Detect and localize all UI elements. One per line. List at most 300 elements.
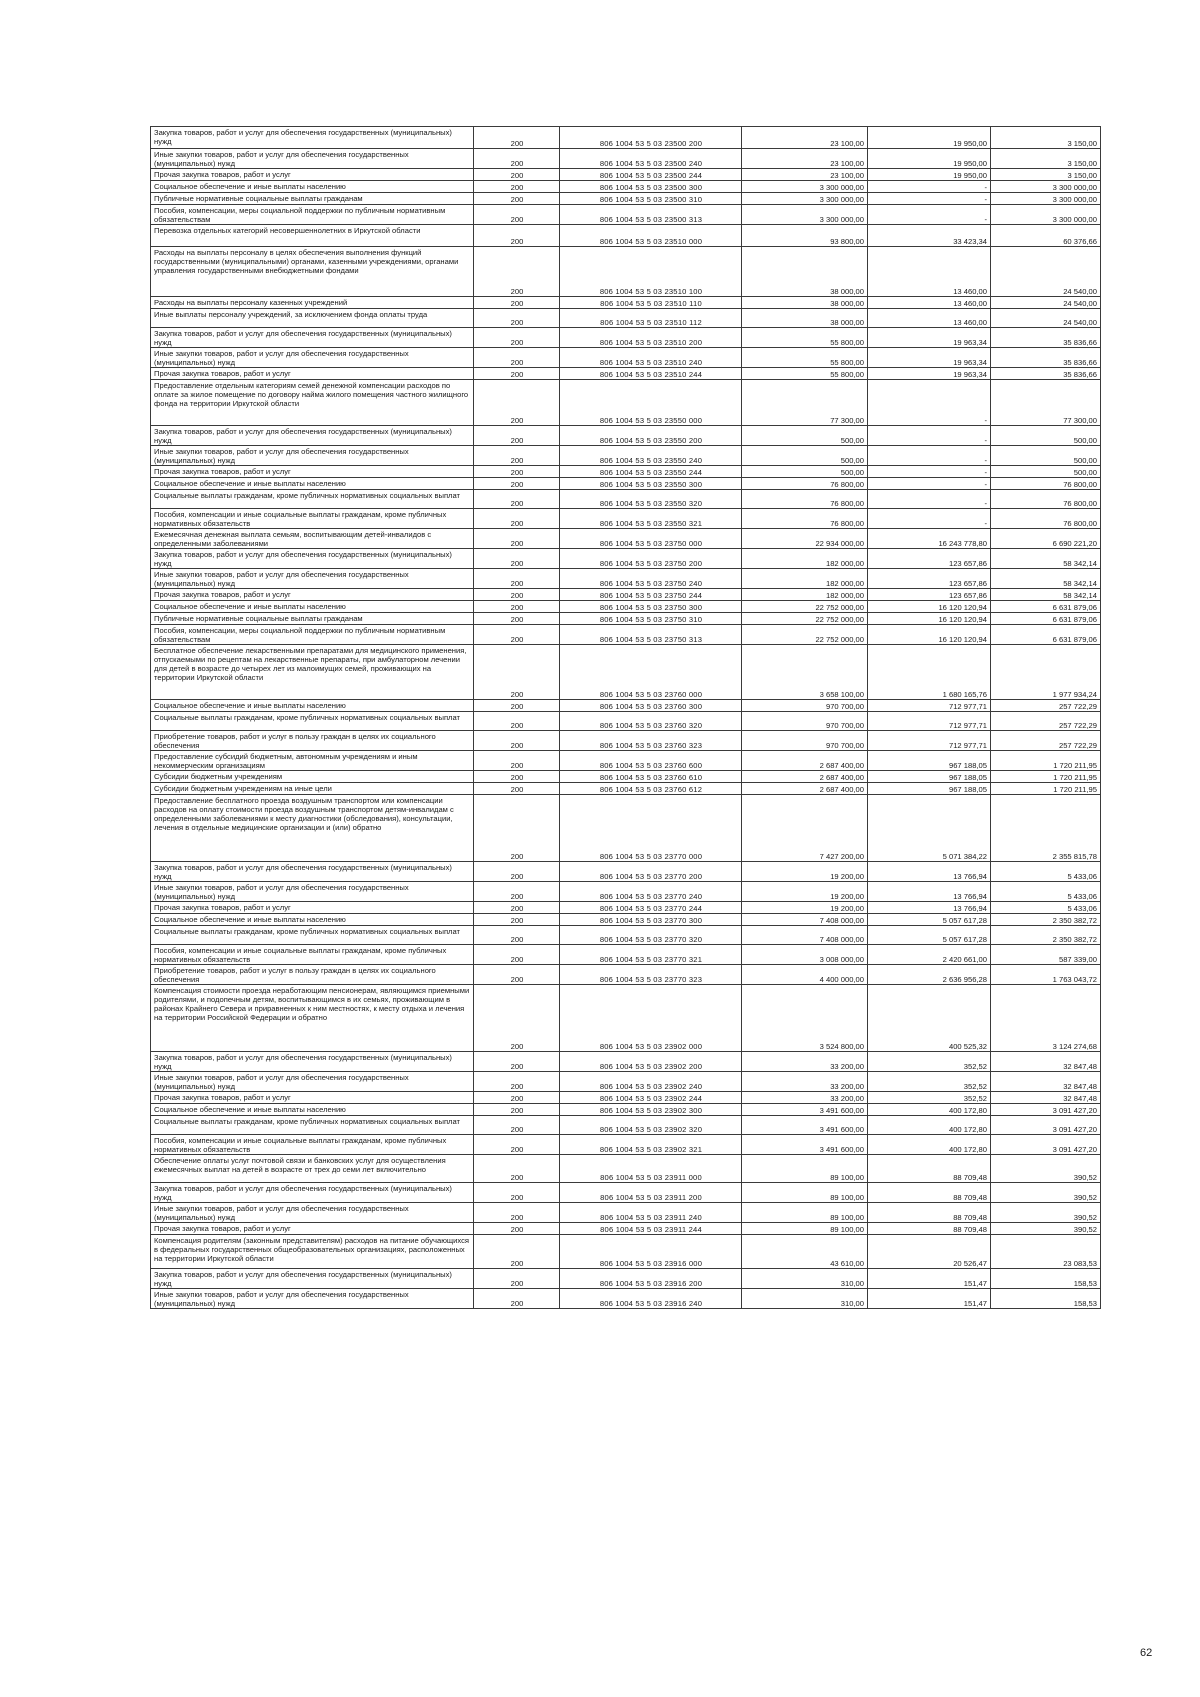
row-approved-cell: 3 491 600,00 bbox=[742, 1116, 868, 1135]
row-code-cell: 200 bbox=[474, 601, 560, 613]
row-executed-cell: 19 963,34 bbox=[868, 328, 991, 348]
table-row bbox=[151, 328, 1101, 348]
row-code-cell: 200 bbox=[474, 478, 560, 490]
row-name-cell: Пособия, компенсации и иные социальные выплаты гражданам, кроме публичных нормативных обязательств bbox=[151, 1135, 474, 1155]
row-unexecuted-cell: 6 690 221,20 bbox=[991, 529, 1101, 549]
row-unexecuted-cell: 3 091 427,20 bbox=[991, 1135, 1101, 1155]
row-unexecuted-cell: 1 720 211,95 bbox=[991, 751, 1101, 771]
row-approved-cell: 89 100,00 bbox=[742, 1183, 868, 1203]
row-kbk-cell: 806 1004 53 5 03 23500 310 bbox=[560, 193, 742, 205]
table-row bbox=[151, 700, 1101, 712]
row-executed-cell: 5 057 617,28 bbox=[868, 914, 991, 926]
row-code-cell: 200 bbox=[474, 509, 560, 529]
table-row bbox=[151, 712, 1101, 731]
row-approved-cell: 970 700,00 bbox=[742, 712, 868, 731]
row-name-cell: Социальное обеспечение и иные выплаты населению bbox=[151, 181, 474, 193]
row-kbk-cell: 806 1004 53 5 03 23750 300 bbox=[560, 601, 742, 613]
budget-execution-table bbox=[150, 126, 1101, 1309]
table-row bbox=[151, 225, 1101, 247]
row-code-cell: 200 bbox=[474, 1235, 560, 1269]
row-unexecuted-cell: 32 847,48 bbox=[991, 1092, 1101, 1104]
row-executed-cell: 13 460,00 bbox=[868, 297, 991, 309]
row-executed-cell: 19 963,34 bbox=[868, 348, 991, 368]
row-code-cell: 200 bbox=[474, 426, 560, 446]
row-executed-cell: 19 950,00 bbox=[868, 149, 991, 169]
row-executed-cell: 712 977,71 bbox=[868, 700, 991, 712]
row-name-cell: Пособия, компенсации, меры социальной поддержки по публичным нормативным обязательствам bbox=[151, 625, 474, 645]
row-approved-cell: 3 008 000,00 bbox=[742, 945, 868, 965]
row-unexecuted-cell: 24 540,00 bbox=[991, 309, 1101, 328]
row-executed-cell: 123 657,86 bbox=[868, 589, 991, 601]
row-unexecuted-cell: 3 091 427,20 bbox=[991, 1104, 1101, 1116]
row-code-cell: 200 bbox=[474, 783, 560, 795]
row-name-cell: Пособия, компенсации и иные социальные выплаты гражданам, кроме публичных нормативных обязательств bbox=[151, 509, 474, 529]
row-unexecuted-cell: 257 722,29 bbox=[991, 712, 1101, 731]
row-kbk-cell: 806 1004 53 5 03 23550 300 bbox=[560, 478, 742, 490]
row-code-cell: 200 bbox=[474, 731, 560, 751]
row-unexecuted-cell: 5 433,06 bbox=[991, 882, 1101, 902]
row-code-cell: 200 bbox=[474, 1203, 560, 1223]
table-row bbox=[151, 1104, 1101, 1116]
row-approved-cell: 55 800,00 bbox=[742, 368, 868, 380]
row-executed-cell: - bbox=[868, 426, 991, 446]
row-unexecuted-cell: 158,53 bbox=[991, 1289, 1101, 1309]
row-code-cell: 200 bbox=[474, 700, 560, 712]
budget-table-container bbox=[150, 126, 1100, 1309]
table-row bbox=[151, 1092, 1101, 1104]
row-code-cell: 200 bbox=[474, 225, 560, 247]
row-name-cell: Компенсация стоимости проезда неработающим пенсионерам, являющимся приемными родителями, и подопечным детям, воспитывающимся в их семьях, проживающим в районах Крайнего Севера и приравненных к ним местностях, к месту отдыха и лечения на территории Российской Федерации и обратно bbox=[151, 985, 474, 1052]
table-row bbox=[151, 529, 1101, 549]
row-kbk-cell: 806 1004 53 5 03 23510 000 bbox=[560, 225, 742, 247]
row-kbk-cell: 806 1004 53 5 03 23750 200 bbox=[560, 549, 742, 569]
row-name-cell: Приобретение товаров, работ и услуг в пользу граждан в целях их социального обеспечения bbox=[151, 731, 474, 751]
row-unexecuted-cell: 6 631 879,06 bbox=[991, 625, 1101, 645]
row-kbk-cell: 806 1004 53 5 03 23911 200 bbox=[560, 1183, 742, 1203]
row-kbk-cell: 806 1004 53 5 03 23760 323 bbox=[560, 731, 742, 751]
row-name-cell: Закупка товаров, работ и услуг для обеспечения государственных (муниципальных) нужд bbox=[151, 127, 474, 149]
row-name-cell: Иные закупки товаров, работ и услуг для обеспечения государственных (муниципальных) нужд bbox=[151, 446, 474, 466]
row-approved-cell: 22 934 000,00 bbox=[742, 529, 868, 549]
row-unexecuted-cell: 390,52 bbox=[991, 1203, 1101, 1223]
row-name-cell: Социальное обеспечение и иные выплаты населению bbox=[151, 478, 474, 490]
row-approved-cell: 970 700,00 bbox=[742, 731, 868, 751]
row-name-cell: Прочая закупка товаров, работ и услуг bbox=[151, 1092, 474, 1104]
row-code-cell: 200 bbox=[474, 446, 560, 466]
table-row bbox=[151, 169, 1101, 181]
row-kbk-cell: 806 1004 53 5 03 23902 320 bbox=[560, 1116, 742, 1135]
row-kbk-cell: 806 1004 53 5 03 23760 610 bbox=[560, 771, 742, 783]
row-approved-cell: 3 300 000,00 bbox=[742, 205, 868, 225]
row-kbk-cell: 806 1004 53 5 03 23550 321 bbox=[560, 509, 742, 529]
row-approved-cell: 19 200,00 bbox=[742, 862, 868, 882]
table-row bbox=[151, 625, 1101, 645]
row-unexecuted-cell: 24 540,00 bbox=[991, 247, 1101, 297]
row-name-cell: Иные закупки товаров, работ и услуг для обеспечения государственных (муниципальных) нужд bbox=[151, 149, 474, 169]
row-executed-cell: 712 977,71 bbox=[868, 712, 991, 731]
row-executed-cell: 13 460,00 bbox=[868, 247, 991, 297]
row-approved-cell: 2 687 400,00 bbox=[742, 771, 868, 783]
row-kbk-cell: 806 1004 53 5 03 23500 313 bbox=[560, 205, 742, 225]
row-executed-cell: - bbox=[868, 205, 991, 225]
row-kbk-cell: 806 1004 53 5 03 23510 244 bbox=[560, 368, 742, 380]
table-row bbox=[151, 1072, 1101, 1092]
row-kbk-cell: 806 1004 53 5 03 23770 300 bbox=[560, 914, 742, 926]
row-approved-cell: 89 100,00 bbox=[742, 1155, 868, 1183]
row-executed-cell: 88 709,48 bbox=[868, 1183, 991, 1203]
row-kbk-cell: 806 1004 53 5 03 23550 000 bbox=[560, 380, 742, 426]
row-unexecuted-cell: 158,53 bbox=[991, 1269, 1101, 1289]
table-row bbox=[151, 127, 1101, 149]
row-executed-cell: - bbox=[868, 193, 991, 205]
row-name-cell: Закупка товаров, работ и услуг для обеспечения государственных (муниципальных) нужд bbox=[151, 862, 474, 882]
row-executed-cell: 400 172,80 bbox=[868, 1104, 991, 1116]
row-name-cell: Закупка товаров, работ и услуг для обеспечения государственных (муниципальных) нужд bbox=[151, 1052, 474, 1072]
table-body bbox=[151, 127, 1101, 1309]
row-approved-cell: 38 000,00 bbox=[742, 247, 868, 297]
row-approved-cell: 2 687 400,00 bbox=[742, 783, 868, 795]
row-unexecuted-cell: 390,52 bbox=[991, 1155, 1101, 1183]
row-name-cell: Закупка товаров, работ и услуг для обеспечения государственных (муниципальных) нужд bbox=[151, 328, 474, 348]
row-code-cell: 200 bbox=[474, 965, 560, 985]
row-approved-cell: 182 000,00 bbox=[742, 589, 868, 601]
row-kbk-cell: 806 1004 53 5 03 23750 000 bbox=[560, 529, 742, 549]
row-kbk-cell: 806 1004 53 5 03 23750 313 bbox=[560, 625, 742, 645]
row-approved-cell: 500,00 bbox=[742, 466, 868, 478]
row-kbk-cell: 806 1004 53 5 03 23770 244 bbox=[560, 902, 742, 914]
row-executed-cell: 19 950,00 bbox=[868, 127, 991, 149]
row-name-cell: Социальные выплаты гражданам, кроме публичных нормативных социальных выплат bbox=[151, 712, 474, 731]
row-unexecuted-cell: 3 150,00 bbox=[991, 169, 1101, 181]
row-unexecuted-cell: 76 800,00 bbox=[991, 509, 1101, 529]
table-row bbox=[151, 1223, 1101, 1235]
row-approved-cell: 3 300 000,00 bbox=[742, 181, 868, 193]
row-code-cell: 200 bbox=[474, 882, 560, 902]
row-code-cell: 200 bbox=[474, 247, 560, 297]
row-approved-cell: 22 752 000,00 bbox=[742, 601, 868, 613]
row-executed-cell: 2 420 661,00 bbox=[868, 945, 991, 965]
row-code-cell: 200 bbox=[474, 297, 560, 309]
row-executed-cell: 352,52 bbox=[868, 1072, 991, 1092]
row-unexecuted-cell: 257 722,29 bbox=[991, 731, 1101, 751]
table-row bbox=[151, 1183, 1101, 1203]
row-unexecuted-cell: 3 150,00 bbox=[991, 149, 1101, 169]
row-name-cell: Прочая закупка товаров, работ и услуг bbox=[151, 466, 474, 478]
table-row bbox=[151, 466, 1101, 478]
row-name-cell: Расходы на выплаты персоналу в целях обеспечения выполнения функций государственными (муниципальными) органами, казенными учреждениями, органами управления государственными внебюджетными фондами bbox=[151, 247, 474, 297]
row-approved-cell: 33 200,00 bbox=[742, 1092, 868, 1104]
row-approved-cell: 7 408 000,00 bbox=[742, 926, 868, 945]
row-approved-cell: 76 800,00 bbox=[742, 509, 868, 529]
row-kbk-cell: 806 1004 53 5 03 23770 240 bbox=[560, 882, 742, 902]
table-row bbox=[151, 181, 1101, 193]
row-unexecuted-cell: 35 836,66 bbox=[991, 328, 1101, 348]
row-unexecuted-cell: 3 300 000,00 bbox=[991, 193, 1101, 205]
row-name-cell: Прочая закупка товаров, работ и услуг bbox=[151, 1223, 474, 1235]
row-unexecuted-cell: 77 300,00 bbox=[991, 380, 1101, 426]
row-code-cell: 200 bbox=[474, 862, 560, 882]
row-code-cell: 200 bbox=[474, 127, 560, 149]
row-kbk-cell: 806 1004 53 5 03 23760 612 bbox=[560, 783, 742, 795]
row-unexecuted-cell: 1 763 043,72 bbox=[991, 965, 1101, 985]
row-approved-cell: 3 524 800,00 bbox=[742, 985, 868, 1052]
table-row bbox=[151, 914, 1101, 926]
row-kbk-cell: 806 1004 53 5 03 23510 200 bbox=[560, 328, 742, 348]
row-executed-cell: 16 243 778,80 bbox=[868, 529, 991, 549]
row-unexecuted-cell: 257 722,29 bbox=[991, 700, 1101, 712]
table-row bbox=[151, 247, 1101, 297]
row-unexecuted-cell: 24 540,00 bbox=[991, 297, 1101, 309]
row-executed-cell: 151,47 bbox=[868, 1269, 991, 1289]
row-name-cell: Публичные нормативные социальные выплаты гражданам bbox=[151, 193, 474, 205]
row-approved-cell: 33 200,00 bbox=[742, 1052, 868, 1072]
row-name-cell: Расходы на выплаты персоналу казенных учреждений bbox=[151, 297, 474, 309]
row-executed-cell: 967 188,05 bbox=[868, 771, 991, 783]
row-kbk-cell: 806 1004 53 5 03 23770 000 bbox=[560, 795, 742, 862]
row-code-cell: 200 bbox=[474, 1289, 560, 1309]
row-name-cell: Прочая закупка товаров, работ и услуг bbox=[151, 169, 474, 181]
row-name-cell: Перевозка отдельных категорий несовершеннолетних в Иркутской области bbox=[151, 225, 474, 247]
row-executed-cell: 712 977,71 bbox=[868, 731, 991, 751]
row-code-cell: 200 bbox=[474, 914, 560, 926]
table-row bbox=[151, 1269, 1101, 1289]
row-approved-cell: 43 610,00 bbox=[742, 1235, 868, 1269]
table-row bbox=[151, 205, 1101, 225]
row-unexecuted-cell: 3 300 000,00 bbox=[991, 205, 1101, 225]
row-executed-cell: - bbox=[868, 466, 991, 478]
page-number: 62 bbox=[1140, 1647, 1153, 1659]
row-unexecuted-cell: 5 433,06 bbox=[991, 902, 1101, 914]
row-executed-cell: 88 709,48 bbox=[868, 1203, 991, 1223]
row-approved-cell: 2 687 400,00 bbox=[742, 751, 868, 771]
table-row bbox=[151, 601, 1101, 613]
row-kbk-cell: 806 1004 53 5 03 23500 300 bbox=[560, 181, 742, 193]
table-row bbox=[151, 1203, 1101, 1223]
table-row bbox=[151, 1135, 1101, 1155]
table-row bbox=[151, 731, 1101, 751]
row-kbk-cell: 806 1004 53 5 03 23500 244 bbox=[560, 169, 742, 181]
row-approved-cell: 500,00 bbox=[742, 446, 868, 466]
row-executed-cell: 5 071 384,22 bbox=[868, 795, 991, 862]
row-approved-cell: 310,00 bbox=[742, 1289, 868, 1309]
row-executed-cell: 400 172,80 bbox=[868, 1135, 991, 1155]
row-executed-cell: - bbox=[868, 478, 991, 490]
row-approved-cell: 310,00 bbox=[742, 1269, 868, 1289]
row-code-cell: 200 bbox=[474, 945, 560, 965]
table-row bbox=[151, 902, 1101, 914]
row-code-cell: 200 bbox=[474, 549, 560, 569]
table-row bbox=[151, 380, 1101, 426]
row-code-cell: 200 bbox=[474, 1116, 560, 1135]
row-code-cell: 200 bbox=[474, 1092, 560, 1104]
table-row bbox=[151, 1235, 1101, 1269]
row-approved-cell: 33 200,00 bbox=[742, 1072, 868, 1092]
row-approved-cell: 4 400 000,00 bbox=[742, 965, 868, 985]
row-name-cell: Закупка товаров, работ и услуг для обеспечения государственных (муниципальных) нужд bbox=[151, 426, 474, 446]
table-row bbox=[151, 193, 1101, 205]
row-executed-cell: 151,47 bbox=[868, 1289, 991, 1309]
row-name-cell: Закупка товаров, работ и услуг для обеспечения государственных (муниципальных) нужд bbox=[151, 549, 474, 569]
row-approved-cell: 7 408 000,00 bbox=[742, 914, 868, 926]
row-name-cell: Закупка товаров, работ и услуг для обеспечения государственных (муниципальных) нужд bbox=[151, 1269, 474, 1289]
row-kbk-cell: 806 1004 53 5 03 23750 240 bbox=[560, 569, 742, 589]
row-approved-cell: 500,00 bbox=[742, 426, 868, 446]
table-row bbox=[151, 368, 1101, 380]
row-executed-cell: 13 766,94 bbox=[868, 902, 991, 914]
table-row bbox=[151, 426, 1101, 446]
row-unexecuted-cell: 58 342,14 bbox=[991, 589, 1101, 601]
table-row bbox=[151, 569, 1101, 589]
row-kbk-cell: 806 1004 53 5 03 23500 240 bbox=[560, 149, 742, 169]
row-name-cell: Пособия, компенсации, меры социальной поддержки по публичным нормативным обязательствам bbox=[151, 205, 474, 225]
row-kbk-cell: 806 1004 53 5 03 23500 200 bbox=[560, 127, 742, 149]
row-executed-cell: 400 525,32 bbox=[868, 985, 991, 1052]
row-code-cell: 200 bbox=[474, 328, 560, 348]
row-approved-cell: 3 300 000,00 bbox=[742, 193, 868, 205]
row-approved-cell: 23 100,00 bbox=[742, 169, 868, 181]
table-row bbox=[151, 882, 1101, 902]
row-code-cell: 200 bbox=[474, 309, 560, 328]
row-name-cell: Компенсация родителям (законным представителям) расходов на питание обучающихся в федеральных государственных общеобразовательных организациях, расположенных на территории Иркутской области bbox=[151, 1235, 474, 1269]
row-kbk-cell: 806 1004 53 5 03 23510 100 bbox=[560, 247, 742, 297]
row-kbk-cell: 806 1004 53 5 03 23902 240 bbox=[560, 1072, 742, 1092]
row-kbk-cell: 806 1004 53 5 03 23510 110 bbox=[560, 297, 742, 309]
row-code-cell: 200 bbox=[474, 1104, 560, 1116]
row-name-cell: Предоставление субсидий бюджетным, автономным учреждениям и иным некоммерческим организациям bbox=[151, 751, 474, 771]
row-executed-cell: 33 423,34 bbox=[868, 225, 991, 247]
row-executed-cell: 967 188,05 bbox=[868, 751, 991, 771]
row-kbk-cell: 806 1004 53 5 03 23750 244 bbox=[560, 589, 742, 601]
row-unexecuted-cell: 32 847,48 bbox=[991, 1052, 1101, 1072]
row-unexecuted-cell: 3 091 427,20 bbox=[991, 1116, 1101, 1135]
row-kbk-cell: 806 1004 53 5 03 23760 320 bbox=[560, 712, 742, 731]
row-code-cell: 200 bbox=[474, 348, 560, 368]
row-code-cell: 200 bbox=[474, 926, 560, 945]
row-approved-cell: 182 000,00 bbox=[742, 549, 868, 569]
row-executed-cell: 5 057 617,28 bbox=[868, 926, 991, 945]
table-row bbox=[151, 1116, 1101, 1135]
row-name-cell: Социальное обеспечение и иные выплаты населению bbox=[151, 1104, 474, 1116]
row-executed-cell: - bbox=[868, 181, 991, 193]
row-kbk-cell: 806 1004 53 5 03 23902 300 bbox=[560, 1104, 742, 1116]
row-name-cell: Иные закупки товаров, работ и услуг для обеспечения государственных (муниципальных) нужд bbox=[151, 882, 474, 902]
table-row bbox=[151, 751, 1101, 771]
row-approved-cell: 22 752 000,00 bbox=[742, 625, 868, 645]
row-unexecuted-cell: 587 339,00 bbox=[991, 945, 1101, 965]
row-executed-cell: 19 950,00 bbox=[868, 169, 991, 181]
row-code-cell: 200 bbox=[474, 751, 560, 771]
table-row bbox=[151, 613, 1101, 625]
row-code-cell: 200 bbox=[474, 902, 560, 914]
row-approved-cell: 3 658 100,00 bbox=[742, 645, 868, 700]
row-name-cell: Закупка товаров, работ и услуг для обеспечения государственных (муниципальных) нужд bbox=[151, 1183, 474, 1203]
row-unexecuted-cell: 2 350 382,72 bbox=[991, 926, 1101, 945]
table-row bbox=[151, 478, 1101, 490]
row-name-cell: Социальные выплаты гражданам, кроме публичных нормативных социальных выплат bbox=[151, 926, 474, 945]
row-name-cell: Обеспечение оплаты услуг почтовой связи и банковских услуг для осуществления ежемесячных выплат на детей в возрасте от трех до семи лет включительно bbox=[151, 1155, 474, 1183]
row-approved-cell: 55 800,00 bbox=[742, 328, 868, 348]
row-kbk-cell: 806 1004 53 5 03 23902 000 bbox=[560, 985, 742, 1052]
row-code-cell: 200 bbox=[474, 466, 560, 478]
row-unexecuted-cell: 35 836,66 bbox=[991, 348, 1101, 368]
row-approved-cell: 23 100,00 bbox=[742, 127, 868, 149]
row-code-cell: 200 bbox=[474, 529, 560, 549]
row-code-cell: 200 bbox=[474, 589, 560, 601]
row-code-cell: 200 bbox=[474, 569, 560, 589]
row-approved-cell: 19 200,00 bbox=[742, 882, 868, 902]
row-name-cell: Прочая закупка товаров, работ и услуг bbox=[151, 902, 474, 914]
row-kbk-cell: 806 1004 53 5 03 23911 000 bbox=[560, 1155, 742, 1183]
row-executed-cell: 16 120 120,94 bbox=[868, 625, 991, 645]
row-approved-cell: 19 200,00 bbox=[742, 902, 868, 914]
table-row bbox=[151, 795, 1101, 862]
row-code-cell: 200 bbox=[474, 985, 560, 1052]
row-executed-cell: 13 766,94 bbox=[868, 882, 991, 902]
row-code-cell: 200 bbox=[474, 169, 560, 181]
row-name-cell: Субсидии бюджетным учреждениям bbox=[151, 771, 474, 783]
row-approved-cell: 22 752 000,00 bbox=[742, 613, 868, 625]
row-kbk-cell: 806 1004 53 5 03 23916 240 bbox=[560, 1289, 742, 1309]
row-kbk-cell: 806 1004 53 5 03 23510 240 bbox=[560, 348, 742, 368]
row-approved-cell: 55 800,00 bbox=[742, 348, 868, 368]
table-row bbox=[151, 862, 1101, 882]
table-row bbox=[151, 965, 1101, 985]
row-kbk-cell: 806 1004 53 5 03 23902 244 bbox=[560, 1092, 742, 1104]
row-approved-cell: 3 491 600,00 bbox=[742, 1104, 868, 1116]
row-approved-cell: 7 427 200,00 bbox=[742, 795, 868, 862]
table-row bbox=[151, 645, 1101, 700]
row-kbk-cell: 806 1004 53 5 03 23770 200 bbox=[560, 862, 742, 882]
row-code-cell: 200 bbox=[474, 380, 560, 426]
row-code-cell: 200 bbox=[474, 1223, 560, 1235]
table-row bbox=[151, 771, 1101, 783]
row-name-cell: Иные выплаты персоналу учреждений, за исключением фонда оплаты труда bbox=[151, 309, 474, 328]
row-executed-cell: 123 657,86 bbox=[868, 549, 991, 569]
row-unexecuted-cell: 1 720 211,95 bbox=[991, 771, 1101, 783]
row-name-cell: Предоставление бесплатного проезда воздушным транспортом или компенсации расходов на оплату стоимости проезда воздушным транспортом детям-инвалидам с определенными заболеваниями к месту диагностики (обследования), консультации, лечения в отдельные медицинские организации и (или) обратно bbox=[151, 795, 474, 862]
row-executed-cell: 123 657,86 bbox=[868, 569, 991, 589]
row-unexecuted-cell: 2 350 382,72 bbox=[991, 914, 1101, 926]
row-kbk-cell: 806 1004 53 5 03 23902 200 bbox=[560, 1052, 742, 1072]
row-unexecuted-cell: 76 800,00 bbox=[991, 478, 1101, 490]
row-executed-cell: 88 709,48 bbox=[868, 1223, 991, 1235]
row-executed-cell: 13 460,00 bbox=[868, 309, 991, 328]
table-row bbox=[151, 1155, 1101, 1183]
row-approved-cell: 3 491 600,00 bbox=[742, 1135, 868, 1155]
row-name-cell: Приобретение товаров, работ и услуг в пользу граждан в целях их социального обеспечения bbox=[151, 965, 474, 985]
table-row bbox=[151, 945, 1101, 965]
row-unexecuted-cell: 5 433,06 bbox=[991, 862, 1101, 882]
row-name-cell: Иные закупки товаров, работ и услуг для обеспечения государственных (муниципальных) нужд bbox=[151, 569, 474, 589]
row-kbk-cell: 806 1004 53 5 03 23550 244 bbox=[560, 466, 742, 478]
row-code-cell: 200 bbox=[474, 181, 560, 193]
row-unexecuted-cell: 1 720 211,95 bbox=[991, 783, 1101, 795]
row-code-cell: 200 bbox=[474, 613, 560, 625]
row-unexecuted-cell: 6 631 879,06 bbox=[991, 613, 1101, 625]
row-name-cell: Ежемесячная денежная выплата семьям, воспитывающим детей-инвалидов с определенными заболеваниями bbox=[151, 529, 474, 549]
table-row bbox=[151, 490, 1101, 509]
row-unexecuted-cell: 58 342,14 bbox=[991, 549, 1101, 569]
row-approved-cell: 38 000,00 bbox=[742, 297, 868, 309]
row-unexecuted-cell: 76 800,00 bbox=[991, 490, 1101, 509]
row-name-cell: Иные закупки товаров, работ и услуг для обеспечения государственных (муниципальных) нужд bbox=[151, 1289, 474, 1309]
row-code-cell: 200 bbox=[474, 149, 560, 169]
row-kbk-cell: 806 1004 53 5 03 23902 321 bbox=[560, 1135, 742, 1155]
row-approved-cell: 182 000,00 bbox=[742, 569, 868, 589]
row-name-cell: Социальные выплаты гражданам, кроме публичных нормативных социальных выплат bbox=[151, 490, 474, 509]
row-unexecuted-cell: 6 631 879,06 bbox=[991, 601, 1101, 613]
row-approved-cell: 23 100,00 bbox=[742, 149, 868, 169]
